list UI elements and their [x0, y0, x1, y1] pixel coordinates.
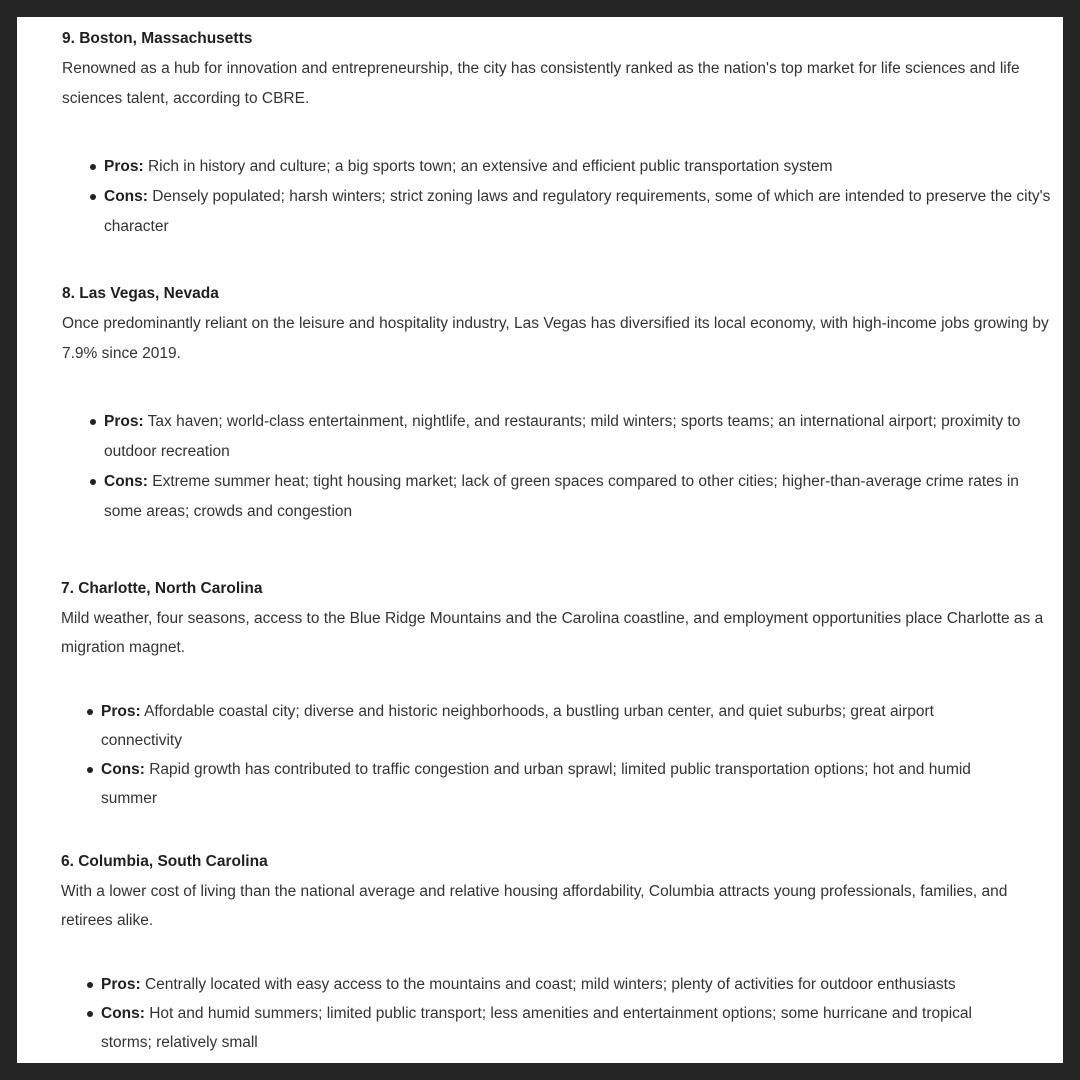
pros-cons-list — [62, 407, 1042, 527]
pros-cons-list — [59, 697, 1019, 813]
cons-label: Cons: — [101, 761, 145, 778]
cons-item — [59, 999, 1019, 1057]
article-page — [17, 17, 1063, 1063]
pros-label: Pros: — [101, 976, 141, 993]
city-title: 7. Charlotte, North Carolina — [61, 580, 263, 597]
city-section-columbia — [61, 853, 1051, 935]
cons-item — [62, 182, 1052, 242]
city-section-boston — [62, 30, 1052, 114]
cons-label: Cons: — [104, 188, 148, 205]
cons-item — [59, 755, 1019, 813]
cons-text: Extreme summer heat; tight housing market; lack of green spaces compared to other cities; higher-than-average crime rates in some areas; crowds and congestion — [104, 473, 1019, 520]
pros-item — [62, 152, 1052, 182]
pros-cons-list — [59, 970, 1019, 1057]
pros-label: Pros: — [101, 703, 141, 720]
city-description: Mild weather, four seasons, access to the Blue Ridge Mountains and the Carolina coastline, and employment opportunities place Charlotte as a migration magnet. — [61, 610, 1044, 656]
cons-text: Rapid growth has contributed to traffic congestion and urban sprawl; limited public transportation options; hot and humid summer — [101, 761, 971, 807]
city-description: Once predominantly reliant on the leisure and hospitality industry, Las Vegas has diversified its local economy, with high-income jobs growing by 7.9% since 2019. — [62, 315, 1049, 362]
city-title: 9. Boston, Massachusetts — [62, 30, 253, 47]
city-description: With a lower cost of living than the national average and relative housing affordability, Columbia attracts young professionals, families, and retirees alike. — [61, 883, 1008, 929]
pros-cons-list — [62, 152, 1052, 242]
pros-label: Pros: — [104, 413, 144, 430]
cons-label: Cons: — [101, 1005, 145, 1022]
pros-item — [59, 970, 1019, 999]
pros-item — [62, 407, 1042, 467]
cons-item — [62, 467, 1042, 527]
city-title: 8. Las Vegas, Nevada — [62, 285, 219, 302]
pros-text: Rich in history and culture; a big sports town; an extensive and efficient public transportation system — [147, 158, 833, 175]
pros-item — [59, 697, 1019, 755]
city-section-las-vegas — [62, 285, 1052, 369]
pros-text: Centrally located with easy access to the mountains and coast; mild winters; plenty of activities for outdoor enthusiasts — [144, 976, 956, 993]
pros-text: Tax haven; world-class entertainment, nightlife, and restaurants; mild winters; sports teams; an international airport; proximity to outdoor recreation — [104, 413, 1021, 460]
cons-label: Cons: — [104, 473, 148, 490]
pros-label: Pros: — [104, 158, 144, 175]
cons-text: Densely populated; harsh winters; strict zoning laws and regulatory requirements, some of which are intended to preserve the city's character — [104, 188, 1051, 235]
pros-text: Affordable coastal city; diverse and historic neighborhoods, a bustling urban center, and quiet suburbs; great airport connectivity — [101, 703, 934, 749]
city-section-charlotte — [61, 580, 1051, 662]
city-title: 6. Columbia, South Carolina — [61, 853, 268, 870]
cons-text: Hot and humid summers; limited public transport; less amenities and entertainment options; some hurricane and tropical storms; relatively small — [101, 1005, 972, 1051]
city-description: Renowned as a hub for innovation and entrepreneurship, the city has consistently ranked as the nation's top market for life sciences and life sciences talent, according to CBRE. — [62, 60, 1020, 107]
